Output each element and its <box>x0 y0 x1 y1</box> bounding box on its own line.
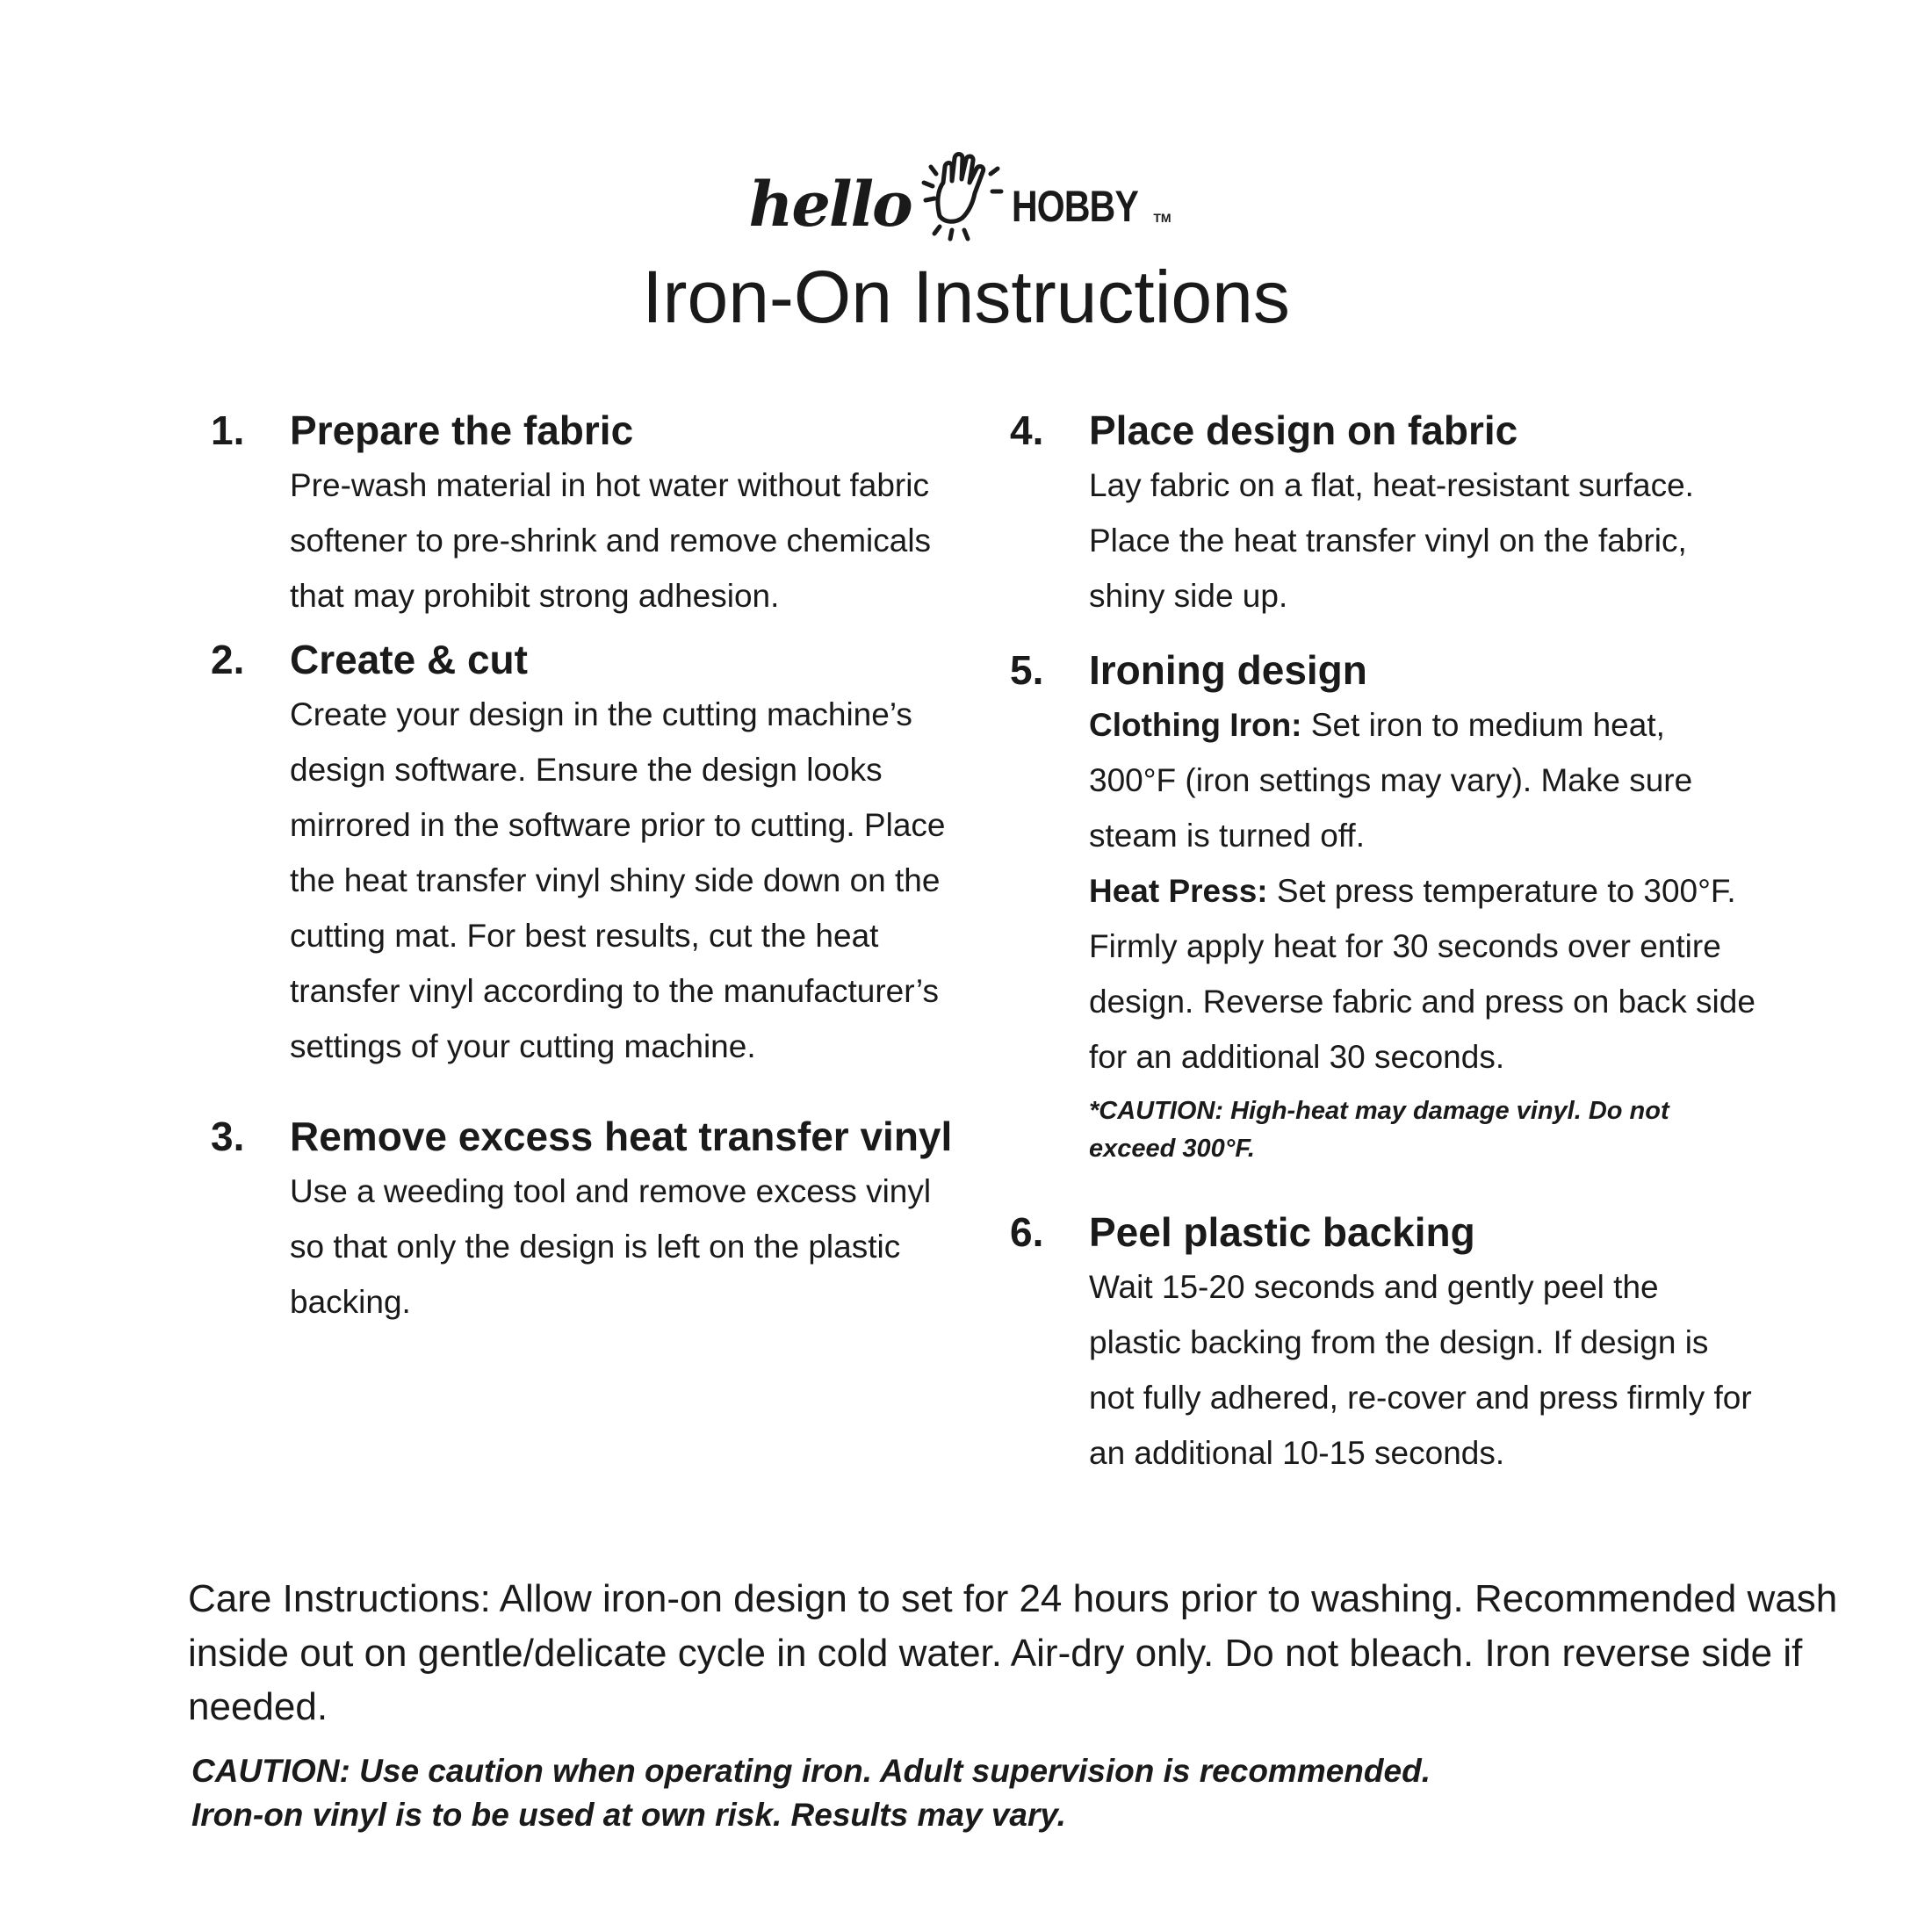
page-title: Iron-On Instructions <box>642 256 1290 338</box>
logo-script-text: hello <box>748 168 912 241</box>
final-caution <box>191 1749 1772 1837</box>
step-title: Prepare the fabric <box>290 407 634 453</box>
step-6 <box>1010 1204 1756 1481</box>
logo-brand-text: HOBBY <box>1011 182 1138 231</box>
step-number: 1. <box>211 407 245 453</box>
apply-heat-text: Firmly apply heat for 30 seconds over entire design. Reverse fabric and press on back side for an additional 30 seconds. <box>1089 928 1755 1075</box>
step-5 <box>1010 642 1756 1169</box>
step-body: Wait 15-20 seconds and gently peel the plastic backing from the design. If design is not fully adhered, re-cover and press firmly for an additional 10-15 seconds. <box>1089 1269 1752 1471</box>
step-body: Pre-wash material in hot water without fabric softener to pre-shrink and remove chemicals that may prohibit strong adhesion. <box>290 467 932 615</box>
hand-icon <box>913 148 1010 244</box>
step-4 <box>1010 402 1756 624</box>
step-body: Use a weeding tool and remove excess vinyl so that only the design is left on the plastic backing. <box>290 1173 932 1320</box>
right-column <box>1010 402 1756 1481</box>
step-2 <box>211 631 966 1075</box>
heat-press-text <box>1089 864 1756 919</box>
left-column <box>211 402 966 1330</box>
step-number: 2. <box>211 637 245 683</box>
step-number: 4. <box>1010 407 1044 453</box>
trademark-mark: TM <box>1153 211 1171 225</box>
step-1 <box>211 402 966 624</box>
caution-line-2: Iron-on vinyl is to be used at own risk. Results may vary. <box>191 1796 1066 1833</box>
step-3 <box>211 1108 966 1330</box>
caution-line-1: CAUTION: Use caution when operating iron. Adult supervision is recommended. <box>191 1753 1431 1789</box>
step-number: 5. <box>1010 647 1044 694</box>
heat-press-instructions: Set press temperature to 300°F. <box>1267 873 1736 910</box>
step-body: Lay fabric on a flat, heat-resistant surface. Place the heat transfer vinyl on the fabric, shiny side up. <box>1089 467 1694 615</box>
clothing-iron-label: Clothing Iron: <box>1089 707 1302 744</box>
care-instructions: Care Instructions: Allow iron-on design to set for 24 hours prior to washing. Recommended wash inside out on gentle/delicate cycle in cold water. Air-dry only. Do not bleach. Iron reverse side if needed. <box>188 1577 1838 1729</box>
heat-caution-note: *CAUTION: High-heat may damage vinyl. Do not exceed 300°F. <box>1089 1096 1669 1164</box>
step-number: 3. <box>211 1113 245 1159</box>
step-body: Create your design in the cutting machine’s design software. Ensure the design looks mirrored in the software prior to cutting. Place the heat transfer vinyl shiny side down on the cutting mat. For best results, cut the heat transfer vinyl according to the manufacturer’s settings of your cutting machine. <box>290 696 946 1064</box>
step-title: Place design on fabric <box>1089 407 1518 453</box>
step-title: Create & cut <box>290 637 528 683</box>
clothing-iron-text <box>1089 698 1756 864</box>
step-title: Remove excess heat transfer vinyl <box>290 1113 953 1159</box>
brand-logo <box>0 148 1932 244</box>
clothing-iron-instructions: Set iron to medium heat, 300°F (iron settings may vary). Make sure steam is turned off. <box>1089 707 1693 854</box>
heat-press-label: Heat Press: <box>1089 873 1268 910</box>
step-number: 6. <box>1010 1208 1044 1255</box>
step-title: Peel plastic backing <box>1089 1208 1475 1255</box>
step-title: Ironing design <box>1089 647 1367 694</box>
